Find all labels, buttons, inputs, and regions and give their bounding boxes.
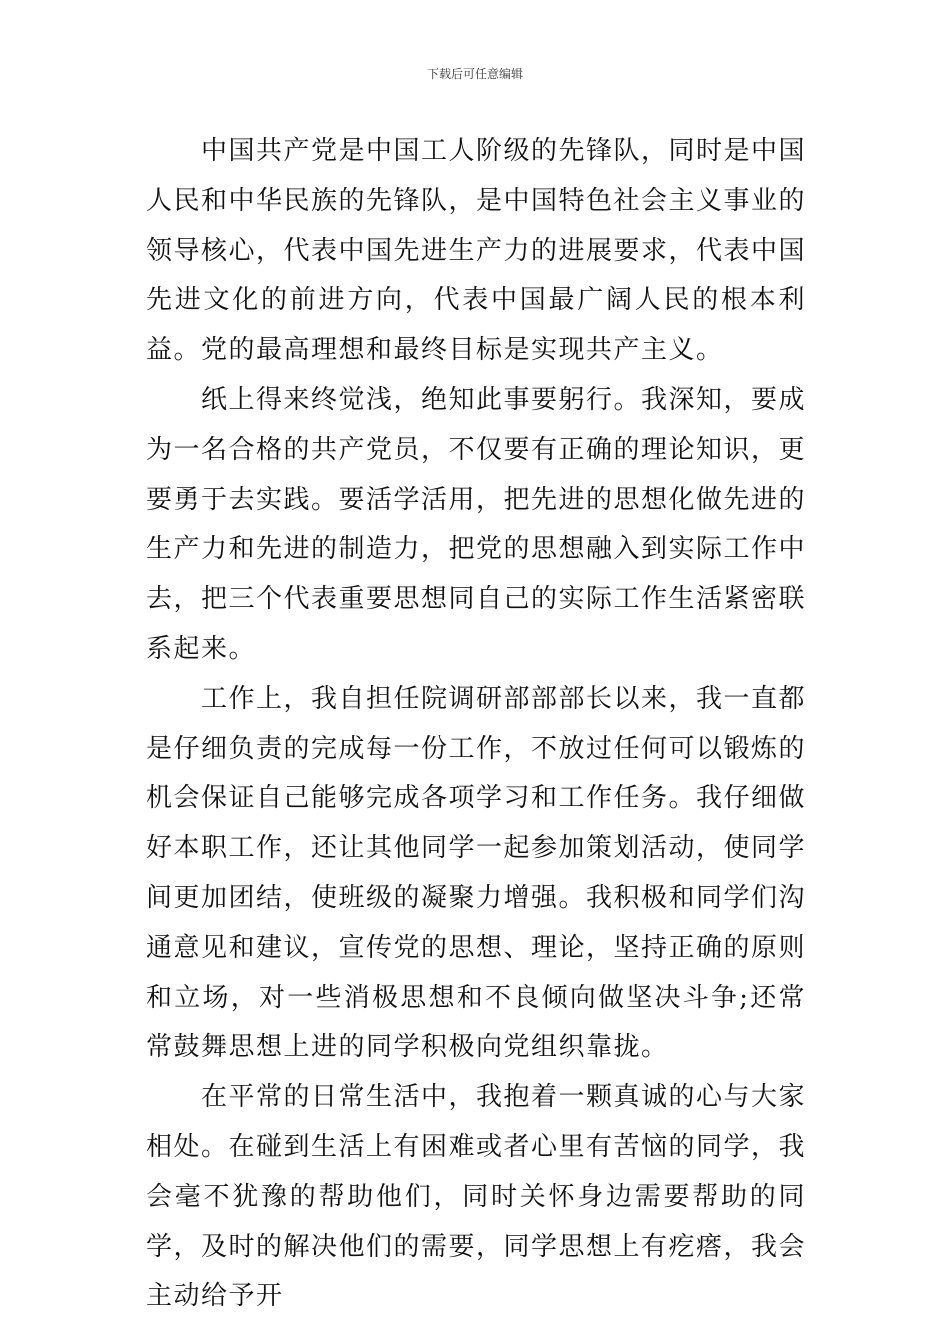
paragraph-work: 工作上，我自担任院调研部部部长以来，我一直都是仔细负责的完成每一份工作，不放过任何可以锻炼的机会保证自己能够完成各项学习和工作任务。我仔细做好本职工作，还让其他同学一起参加策划活动，使同学间更加团结，使班级的凝聚力增强。我积极和同学们沟通意见和建议，宣传党的思想、理论，坚持正确的原则和立场，对一些消极思想和不良倾向做坚决斗争;还常常鼓舞思想上进的同学积极向党组织靠拢。	[146, 683, 807, 1063]
paragraph-daily-life: 在平常的日常生活中，我抱着一颗真诚的心与大家相处。在碰到生活上有困难或者心里有苦恼的同学，我会毫不犹豫的帮助他们，同时关怀身边需要帮助的同学，及时的解决他们的需要，同学思想上有疙瘩，我会主动给予开	[146, 1082, 807, 1312]
paragraph-practice: 纸上得来终觉浅，绝知此事要躬行。我深知，要成为一名合格的共产党员，不仅要有正确的理论知识，更要勇于去实践。要活学活用，把先进的思想化做先进的生产力和先进的制造力，把党的思想融入到实际工作中去，把三个代表重要思想同自己的实际工作生活紧密联系起来。	[146, 384, 807, 664]
page-header-note: 下载后可任意编辑	[426, 67, 523, 81]
paragraph-party-nature: 中国共产党是中国工人阶级的先锋队，同时是中国人民和中华民族的先锋队，是中国特色社会主义事业的领导核心，代表中国先进生产力的进展要求，代表中国先进文化的前进方向，代表中国最广阔人民的根本利益。党的最高理想和最终目标是实现共产主义。	[146, 136, 807, 366]
document-body	[146, 127, 806, 1322]
